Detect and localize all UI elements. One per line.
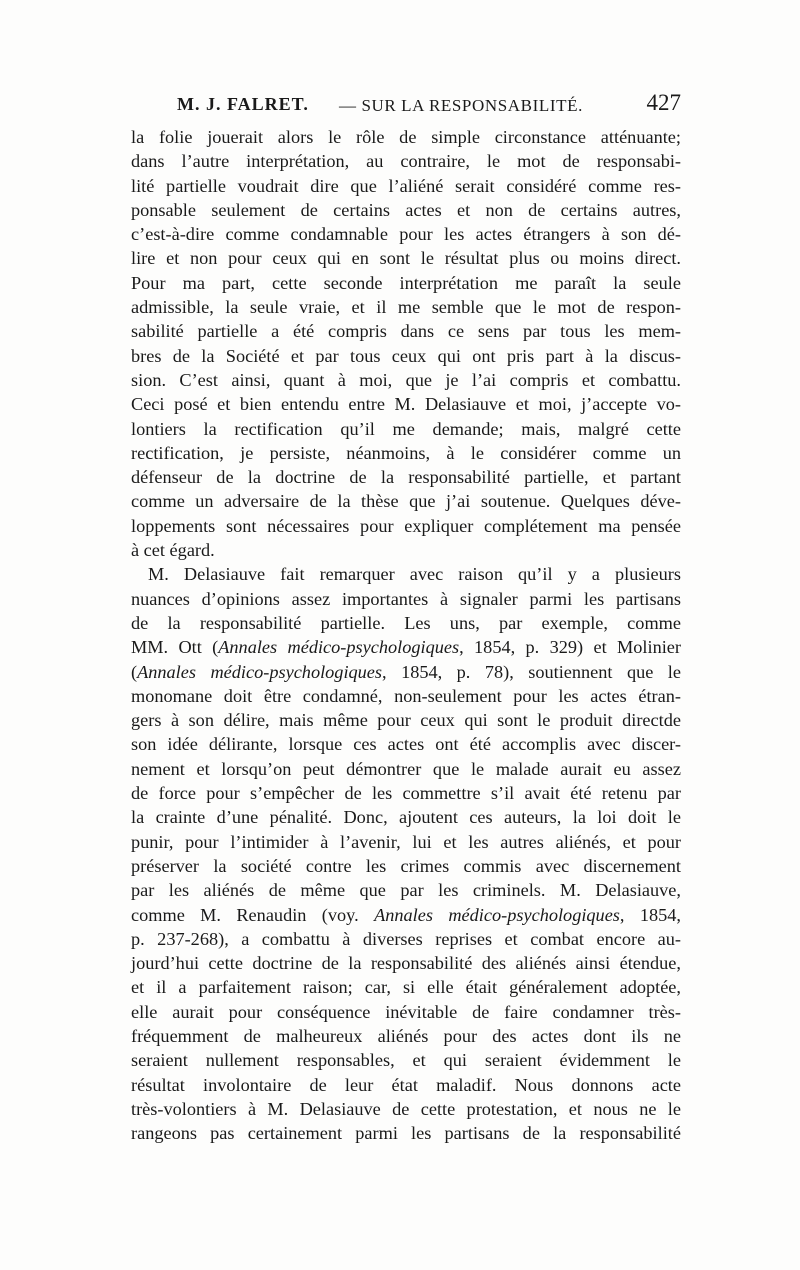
body-text: [131, 125, 681, 1145]
journal-title: Annales médico-psychologiques: [218, 637, 460, 658]
text-line: monomane doit être condamné, non-seulement pour les actes étran-: [131, 685, 681, 706]
running-head-author: M. J. FALRET.: [177, 94, 309, 114]
text-line: dans l’autre interprétation, au contraire, le mot de responsabi-: [131, 151, 681, 172]
text-line: la crainte d’une pénalité. Donc, ajoutent ces auteurs, la loi doit le: [131, 807, 681, 828]
running-head: [131, 90, 681, 124]
text-line: rectification, je persiste, néanmoins, à le considérer comme un: [131, 442, 681, 463]
text-line: gers à son délire, mais même pour ceux qui sont le produit directde: [131, 710, 681, 731]
text-line: très-volontiers à M. Delasiauve de cette protestation, et nous ne le: [131, 1098, 681, 1119]
text-line: comme M. Renaudin (voy. Annales médico-psychologiques, 1854,: [131, 904, 681, 925]
text-line: son idée délirante, lorsque ces actes ont été accomplis avec discer-: [131, 734, 681, 755]
text-line: par les aliénés de même que par les criminels. M. Delasiauve,: [131, 880, 681, 901]
text-line: M. Delasiauve fait remarquer avec raison qu’il y a plusieurs: [148, 564, 681, 585]
text-line: sion. C’est ainsi, quant à moi, que je l’ai compris et combattu.: [131, 369, 681, 390]
text-line: elle aurait pour conséquence inévitable de faire condamner très-: [131, 1001, 681, 1022]
text-line: admissible, la seule vraie, et il me semble que le mot de respon-: [131, 297, 681, 318]
text-line: préserver la société contre les crimes commis avec discernement: [131, 855, 681, 876]
text-line: c’est-à-dire comme condamnable pour les actes étrangers à son dé-: [131, 224, 681, 245]
text-line: de la responsabilité partielle. Les uns, par exemple, comme: [131, 612, 681, 633]
text-line: nuances d’opinions assez importantes à signaler parmi les partisans: [131, 588, 681, 609]
text-line: la folie jouerait alors le rôle de simple circonstance atténuante;: [131, 127, 681, 147]
text-line: nement et lorsqu’on peut démontrer que le malade aurait eu assez: [131, 758, 681, 779]
text-line: bres de la Société et par tous ceux qui ont pris part à la discus-: [131, 345, 681, 366]
text-line: jourd’hui cette doctrine de la responsabilité des aliénés ainsi étendue,: [131, 953, 681, 974]
text-line: loppements sont nécessaires pour expliquer complétement ma pensée: [131, 515, 681, 536]
running-head-title: — SUR LA RESPONSABILITÉ.: [339, 96, 583, 115]
journal-title: Annales médico-psychologiques: [374, 904, 620, 925]
text-line: p. 237-268), a combattu à diverses reprises et combat encore au-: [131, 928, 681, 949]
text-line: résultat involontaire de leur état maladif. Nous donnons acte: [131, 1074, 681, 1095]
text-line: lontiers la rectification qu’il me demande; mais, malgré cette: [131, 418, 681, 439]
text-line: ponsable seulement de certains actes et non de certains autres,: [131, 199, 681, 220]
text-line: sabilité partielle a été compris dans ce sens par tous les mem-: [131, 321, 681, 342]
text-line: seraient nullement responsables, et qui seraient évidemment le: [131, 1050, 681, 1071]
text-line: rangeons pas certainement parmi les partisans de la responsabilité: [131, 1123, 681, 1144]
text-line: MM. Ott (Annales médico-psychologiques, 1854, p. 329) et Molinier: [131, 637, 681, 658]
text-line: de force pour s’empêcher de les commettre s’il avait été retenu par: [131, 783, 681, 804]
text-line: défenseur de la doctrine de la responsabilité partielle, et partant: [131, 467, 681, 488]
page-number: 427: [646, 90, 681, 115]
text-line: lité partielle voudrait dire que l’aliéné serait considéré comme res-: [131, 175, 681, 196]
text-line: lire et non pour ceux qui en sont le résultat plus ou moins direct.: [131, 248, 681, 269]
text-line: punir, pour l’intimider à l’avenir, lui et les autres aliénés, et pour: [131, 831, 681, 852]
text-line: Ceci posé et bien entendu entre M. Delasiauve et moi, j’accepte vo-: [131, 394, 681, 415]
text-line: fréquemment de malheureux aliénés pour des actes dont ils ne: [131, 1025, 681, 1046]
journal-title: Annales médico-psychologiques: [137, 661, 383, 682]
text-line: (Annales médico-psychologiques, 1854, p. 78), soutiennent que le: [131, 661, 681, 682]
text-line: Pour ma part, cette seconde interprétation me paraît la seule: [131, 272, 681, 293]
text-line: à cet égard.: [131, 540, 215, 561]
text-line: et il a parfaitement raison; car, si elle était généralement adoptée,: [131, 977, 681, 998]
text-line: comme un adversaire de la thèse que j’ai soutenue. Quelques déve-: [131, 491, 681, 512]
